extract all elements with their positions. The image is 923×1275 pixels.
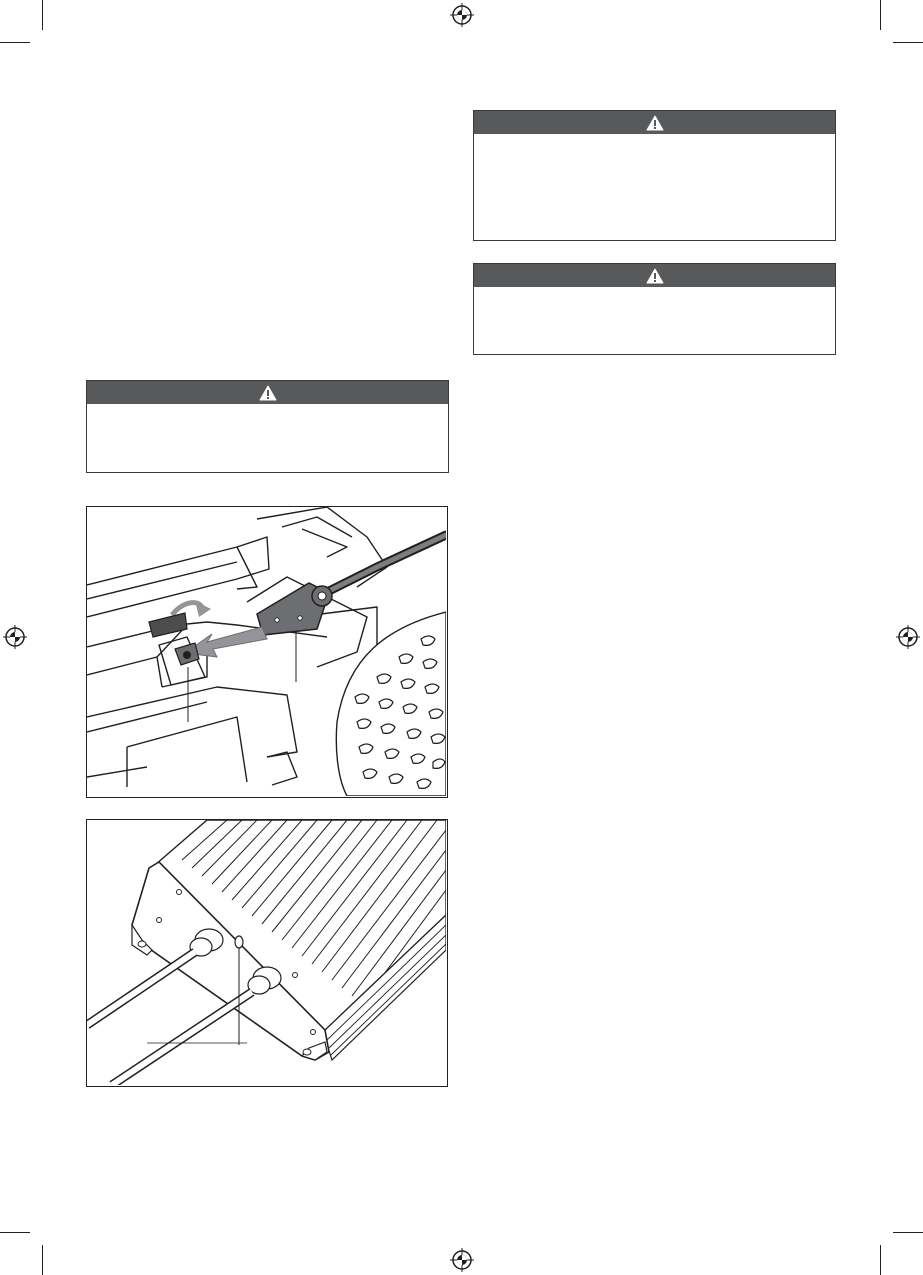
warning-triangle-icon — [646, 268, 664, 284]
warning-triangle-icon — [259, 385, 277, 401]
crop-mark — [0, 1232, 30, 1233]
crop-mark — [893, 1232, 923, 1233]
warning-box — [86, 380, 449, 473]
crop-mark — [880, 0, 881, 30]
registration-mark-icon — [450, 1248, 474, 1272]
crop-mark — [42, 0, 43, 30]
warning-header — [87, 381, 448, 404]
figure-charger-unit — [86, 819, 448, 1087]
charger-unit-illustration — [87, 820, 446, 1085]
warning-triangle-icon — [646, 115, 664, 131]
registration-mark-icon — [896, 625, 920, 649]
charger-plug-illustration — [87, 507, 446, 796]
warning-header — [474, 111, 835, 134]
registration-mark-icon — [450, 3, 474, 27]
crop-mark — [0, 42, 30, 43]
crop-mark — [893, 42, 923, 43]
warning-box — [473, 110, 836, 241]
figure-charger-plug — [86, 506, 448, 798]
warning-header — [474, 264, 835, 287]
registration-mark-icon — [3, 625, 27, 649]
crop-mark — [880, 1245, 881, 1275]
warning-box — [473, 263, 836, 355]
crop-mark — [42, 1245, 43, 1275]
